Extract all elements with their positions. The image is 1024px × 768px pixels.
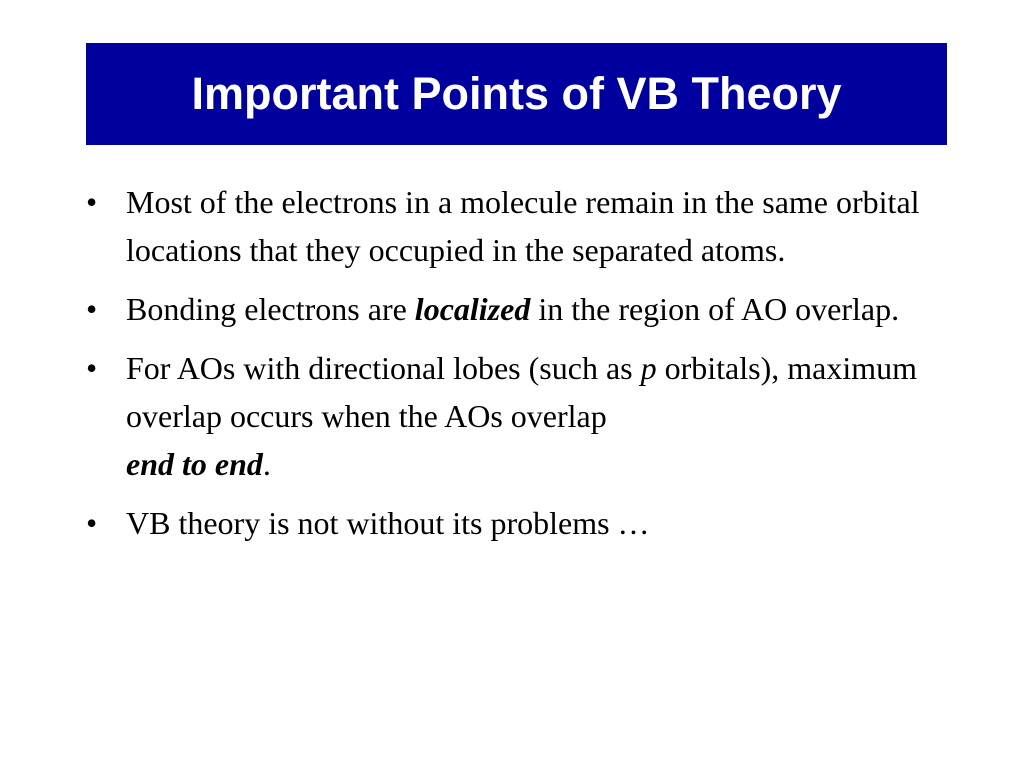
title-bar (86, 43, 947, 145)
bullet-dot: • (86, 184, 98, 220)
bullet-text: Bonding electrons are (126, 291, 415, 327)
bullet-text: VB theory is not without its problems … (126, 505, 650, 541)
emphasis-text: localized (414, 291, 531, 327)
slide-title: Important Points of VB Theory (191, 68, 842, 119)
bullet-text: orbitals), maximum overlap occurs when the AOs overlap (126, 350, 917, 434)
bullet-dot: • (86, 350, 98, 386)
bullet-text: Most of the electrons in a molecule remain in the same orbital locations that they occupied in the separated atoms. (126, 184, 920, 268)
bullet-list (86, 178, 966, 558)
bullet-item-1 (86, 178, 966, 274)
bullet-item-4 (86, 499, 966, 547)
italic-text: p (640, 350, 657, 386)
bullet-item-2 (86, 285, 966, 333)
bullet-text: . (262, 446, 271, 482)
bullet-text: in the region of AO overlap. (530, 291, 900, 327)
bullet-dot: • (86, 505, 98, 541)
bullet-dot: • (86, 291, 98, 327)
bullet-item-3 (86, 344, 966, 488)
bullet-text: For AOs with directional lobes (such as (126, 350, 641, 386)
emphasis-text: end to end (126, 446, 263, 482)
